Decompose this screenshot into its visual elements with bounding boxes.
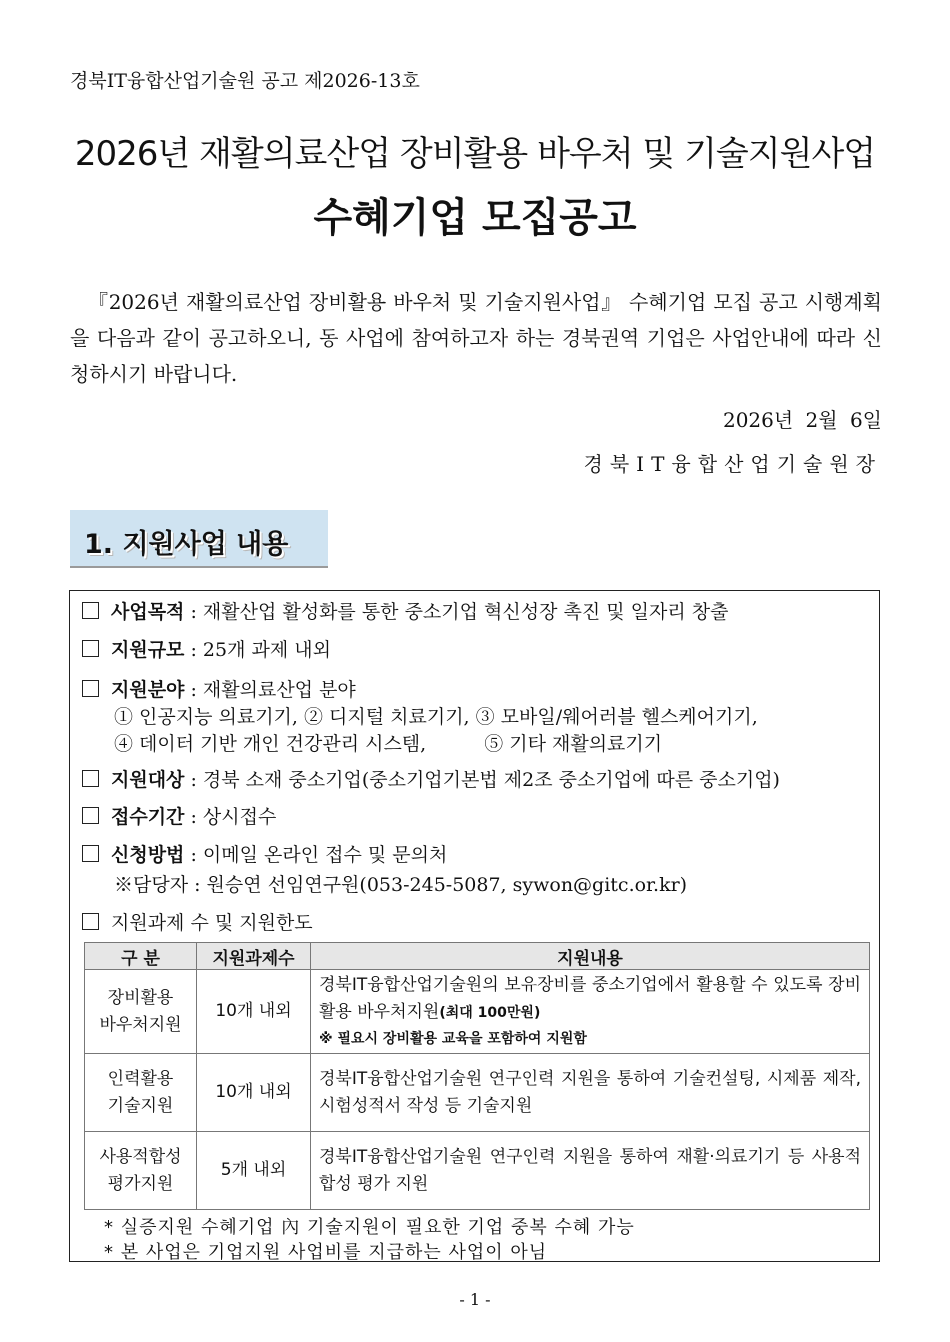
checkbox-icon — [82, 770, 99, 787]
item-label: 지원대상 — [111, 769, 185, 791]
table-row — [85, 1132, 870, 1210]
document-title: 2026년 재활의료산업 장비활용 바우처 및 기술지원사업 — [74, 134, 876, 174]
table-header-row — [85, 943, 870, 970]
intro-paragraph — [70, 284, 882, 392]
content-bold: (최대 100만원) — [439, 1005, 541, 1021]
item-label: 접수기간 — [111, 806, 185, 828]
row-category — [85, 1054, 197, 1132]
item-scale — [82, 635, 331, 662]
header-category: 구 분 — [85, 943, 197, 970]
checkbox-icon — [82, 845, 99, 862]
notice-number: 경북IT융합산업기술원 공고 제2026-13호 — [70, 70, 420, 92]
checkbox-icon — [82, 640, 99, 657]
footnote: * 본 사업은 기업지원 사업비를 지급하는 사업이 아님 — [104, 1242, 548, 1263]
row-category — [85, 1132, 197, 1210]
row-count: 10개 내외 — [197, 1054, 311, 1132]
checkbox-icon — [82, 602, 99, 619]
item-label: 지원분야 — [111, 679, 185, 701]
content-text: 경북IT융합산업기술원의 보유장비를 중소기업에서 활용할 수 있도록 장비활용 바우처지원 — [319, 975, 861, 1022]
item-method — [82, 840, 447, 867]
contact-line: ※담당자 : 원승연 선임연구원(053-245-5087, sywon@gitc.or.kr) — [114, 874, 688, 896]
row-category — [85, 970, 197, 1054]
category-line: 기술지원 — [107, 1095, 174, 1116]
item-period — [82, 802, 276, 829]
checkbox-icon — [82, 913, 99, 930]
item-text: : 25개 과제 내외 — [190, 639, 331, 661]
page-number: - 1 - — [459, 1290, 491, 1309]
document-subtitle: 수혜기업 모집공고 — [313, 195, 637, 241]
item-label: 사업목적 — [111, 601, 185, 623]
row-content: 경북IT융합산업기술원 연구인력 지원을 통하여 재활·의료기기 등 사용적합성 평가 지원 — [311, 1132, 870, 1210]
support-table — [84, 942, 870, 1210]
item-text: : 상시접수 — [190, 806, 277, 828]
signer: 경북IT융합산업기술원장 — [583, 452, 882, 476]
limit-heading: 지원과제 수 및 지원한도 — [111, 912, 313, 934]
header-content: 지원내용 — [311, 943, 870, 970]
item-limit — [82, 908, 313, 935]
item-label: 신청방법 — [111, 844, 185, 866]
item-text: : 경북 소재 중소기업(중소기업기본법 제2조 중소기업에 따른 중소기업) — [190, 769, 780, 791]
section-heading-text: 1. 지원사업 내용 — [84, 529, 289, 560]
category-line: 사용적합성 — [99, 1146, 182, 1167]
footnote: * 실증지원 수혜기업 內 기술지원이 필요한 기업 중복 수혜 가능 — [104, 1217, 635, 1238]
header-count: 지원과제수 — [197, 943, 311, 970]
item-purpose — [82, 597, 728, 624]
category-line: 평가지원 — [107, 1173, 174, 1194]
item-text: : 재활산업 활성화를 통한 중소기업 혁신성장 촉진 및 일자리 창출 — [190, 601, 729, 623]
item-text: : 재활의료산업 분야 — [190, 679, 356, 701]
category-line: 인력활용 — [107, 1068, 174, 1089]
intro-text: 『2026년 재활의료산업 장비활용 바우처 및 기술지원사업』 수혜기업 모집 공고 시행계획을 다음과 같이 공고하오니, 동 사업에 참여하고자 하는 경북권역 기업은 사업안내에 따라 신청하시기 바랍니다. — [70, 290, 882, 386]
item-label: 지원규모 — [111, 639, 185, 661]
category-line: 바우처지원 — [99, 1014, 182, 1035]
table-row — [85, 970, 870, 1054]
content-box — [69, 590, 880, 1262]
content-note: ※ 필요시 장비활용 교육을 포함하여 지원함 — [319, 1031, 587, 1047]
item-target — [82, 765, 780, 792]
row-count: 10개 내외 — [197, 970, 311, 1054]
field-list-line-1: ① 인공지능 의료기기, ② 디지털 치료기기, ③ 모바일/웨어러블 헬스케어기기, — [114, 706, 758, 728]
field-list-item-4: ④ 데이터 기반 개인 건강관리 시스템, — [114, 733, 427, 755]
category-line: 장비활용 — [107, 987, 174, 1008]
field-list-line-2 — [114, 729, 662, 756]
row-content — [311, 970, 870, 1054]
field-list-item-5: ⑤ 기타 재활의료기기 — [484, 733, 663, 755]
notice-date: 2026년 2월 6일 — [722, 408, 882, 432]
row-content: 경북IT융합산업기술원 연구인력 지원을 통하여 기술컨설팅, 시제품 제작, 시험성적서 작성 등 기술지원 — [311, 1054, 870, 1132]
table-row — [85, 1054, 870, 1132]
checkbox-icon — [82, 680, 99, 697]
row-count: 5개 내외 — [197, 1132, 311, 1210]
section-heading — [70, 510, 328, 568]
item-field — [82, 675, 356, 702]
checkbox-icon — [82, 807, 99, 824]
item-text: : 이메일 온라인 접수 및 문의처 — [190, 844, 448, 866]
